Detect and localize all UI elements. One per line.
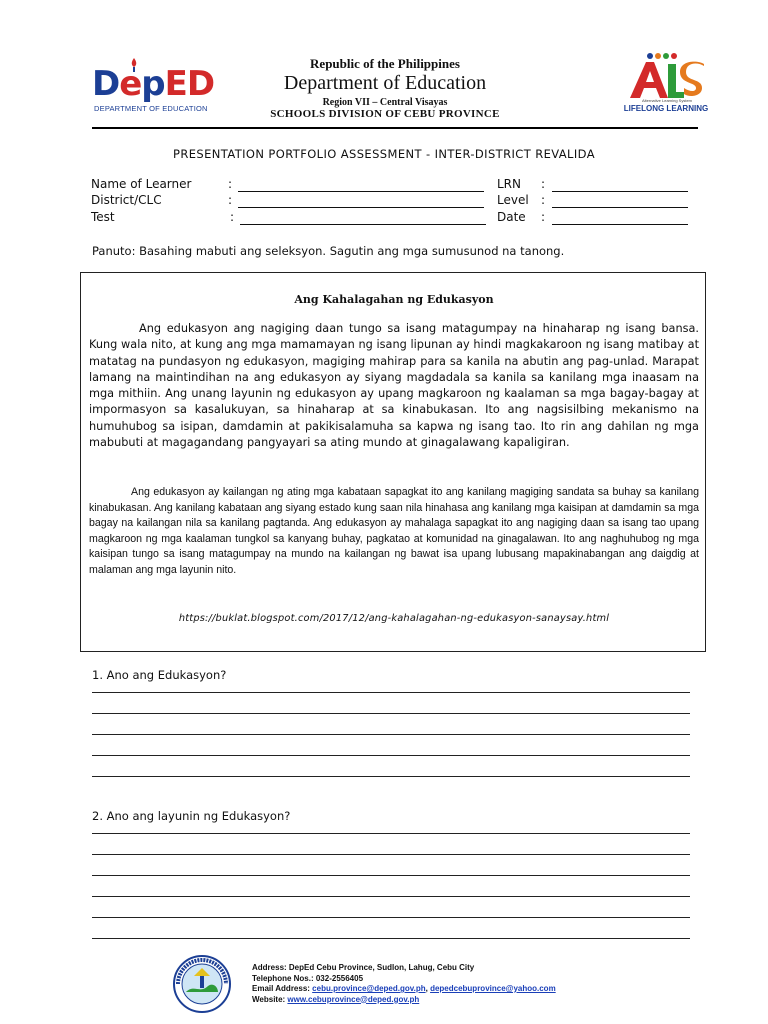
reading-paragraph-2-text: Ang edukasyon ay kailangan ng ating mga kabataan sapagkat ito ang kanilang magiging sandata sa buhay sa kanilang kinabukasan. Ang kanilang kabataan ang siyang estado kung saan nila hinahasa ang kanilang mga kaisipan at damdamin sa mga bagay na kailangan nila sa kanilang pagtanda. Ang edukasyon ay mahalaga sapagkat ito ang nagiging daan sa isang tao upang magkaroon ng mga kaalaman tungkol sa kanyang buhay, pagkatao at komunidad na ginagalawan. Ito ang naghuhubog ng mga kaisipan tungo sa isang matagumpay na mundo na kailangan ng bawat isa upang lubusang mapakinabangan ang daigdig at malaman ang mga layunin nito. (89, 486, 699, 576)
lrn-field[interactable] (552, 191, 688, 192)
division-seal (164, 954, 240, 1014)
test-colon: : (230, 210, 235, 224)
header-divider (92, 127, 698, 129)
als-logo-graphic (618, 52, 714, 102)
level-field[interactable] (552, 207, 688, 208)
republic-line: Republic of the Philippines (310, 56, 460, 71)
lrn-colon: : (541, 177, 546, 191)
region-line: Region VII – Central Visayas (322, 97, 448, 108)
letterhead (0, 0, 768, 130)
deped-logo-subtitle: DEPARTMENT OF EDUCATION (94, 104, 208, 113)
answer-line[interactable] (92, 713, 690, 714)
website-link[interactable]: www.cebuprovince@deped.gov.ph (287, 994, 420, 1004)
als-logo-tagline: LIFELONG LEARNING (623, 104, 709, 113)
als-logo-small-text: Alternative Learning System (641, 98, 693, 103)
date-label: Date (497, 210, 526, 224)
answer-line[interactable] (92, 938, 690, 939)
answer-line[interactable] (92, 896, 690, 897)
level-label: Level (497, 193, 529, 207)
district-colon: : (228, 193, 233, 207)
deped-logo-text: DepED (92, 64, 215, 104)
reading-paragraph-1-text: Ang edukasyon ang nagiging daan tungo sa isang matagumpay na hinaharap ng isang bansa. Kung wala nito, at kung ang mga mamamayan ng isang lipunan ay hindi magkakaroon ng isang matibay at matatag na pundasyon ng edukasyon, magiging mahirap para sa kanila na abutin ang pag-unlad. Marapat lamang na maintindihan na ang edukasyon ay siyang magdadala sa kanila sa kanilang mga inaasam na mga mithiin. Ang unang layunin ng edukasyon ay upang magkaroon ng kaalaman sa mga bagay-bagay at impormasyon sa kasalukuyan, sa hinaharap at sa kinabukasan. Ito ang nagsisilbing mekanismo na humuhubog sa isipan, damdamin at pakikisalamuha sa kapwa ng isang tao. Ito rin ang dahilan ng mga mabubuti at magagandang pangyayari sa ating mundo at ginagalawang kapaligiran. (89, 322, 699, 450)
footer-email-line (252, 984, 556, 995)
seal-icon (164, 954, 240, 1014)
answer-line[interactable] (92, 854, 690, 855)
answer-line[interactable] (92, 776, 690, 777)
email-link-2[interactable]: depedcebuprovince@yahoo.com (430, 984, 556, 993)
answer-line[interactable] (92, 833, 690, 834)
level-colon: : (541, 193, 546, 207)
email-separator: , (425, 984, 431, 993)
answer-line[interactable] (92, 692, 690, 693)
department-line: Department of Education (283, 72, 487, 94)
date-field[interactable] (552, 224, 688, 225)
reading-title: Ang Kahalagahan ng Edukasyon (294, 293, 494, 306)
reading-paragraph-2 (89, 485, 699, 578)
reading-box (80, 272, 706, 652)
question-2: 2. Ano ang layunin ng Edukasyon? (92, 809, 291, 823)
district-label: District/CLC (91, 193, 162, 207)
question-1: 1. Ano ang Edukasyon? (92, 668, 227, 682)
answer-line[interactable] (92, 755, 690, 756)
date-colon: : (541, 210, 546, 224)
division-line: SCHOOLS DIVISION OF CEBU PROVINCE (270, 108, 500, 120)
source-url: https://buklat.blogspot.com/2017/12/ang-kahalagahan-ng-edukasyon-sanaysay.html (178, 613, 610, 624)
footer-telephone: Telephone Nos.: 032-2556405 (252, 973, 364, 983)
district-field[interactable] (238, 207, 484, 208)
instructions: Panuto: Basahing mabuti ang seleksyon. Sagutin ang mga sumusunod na tanong. (92, 244, 565, 258)
answer-line[interactable] (92, 734, 690, 735)
page-title: PRESENTATION PORTFOLIO ASSESSMENT - INTER-DISTRICT REVALIDA (173, 147, 595, 161)
footer-contact (252, 963, 556, 1005)
email-label: Email Address: (252, 984, 313, 993)
answer-line[interactable] (92, 917, 690, 918)
test-field[interactable] (240, 224, 486, 225)
test-label: Test (91, 210, 115, 224)
name-field[interactable] (238, 191, 484, 192)
footer-website-line (252, 995, 556, 1006)
name-label: Name of Learner (91, 177, 192, 191)
email-link-1[interactable]: cebu.province@deped.gov.ph (312, 984, 426, 993)
answer-line[interactable] (92, 875, 690, 876)
als-logo (618, 52, 714, 120)
deped-logo (92, 64, 215, 116)
name-colon: : (228, 177, 233, 191)
website-label: Website: (252, 994, 288, 1004)
footer-address: Address: DepEd Cebu Province, Sudlon, Lahug, Cebu City (252, 963, 475, 972)
reading-paragraph-1 (89, 321, 699, 451)
lrn-label: LRN (497, 177, 521, 191)
